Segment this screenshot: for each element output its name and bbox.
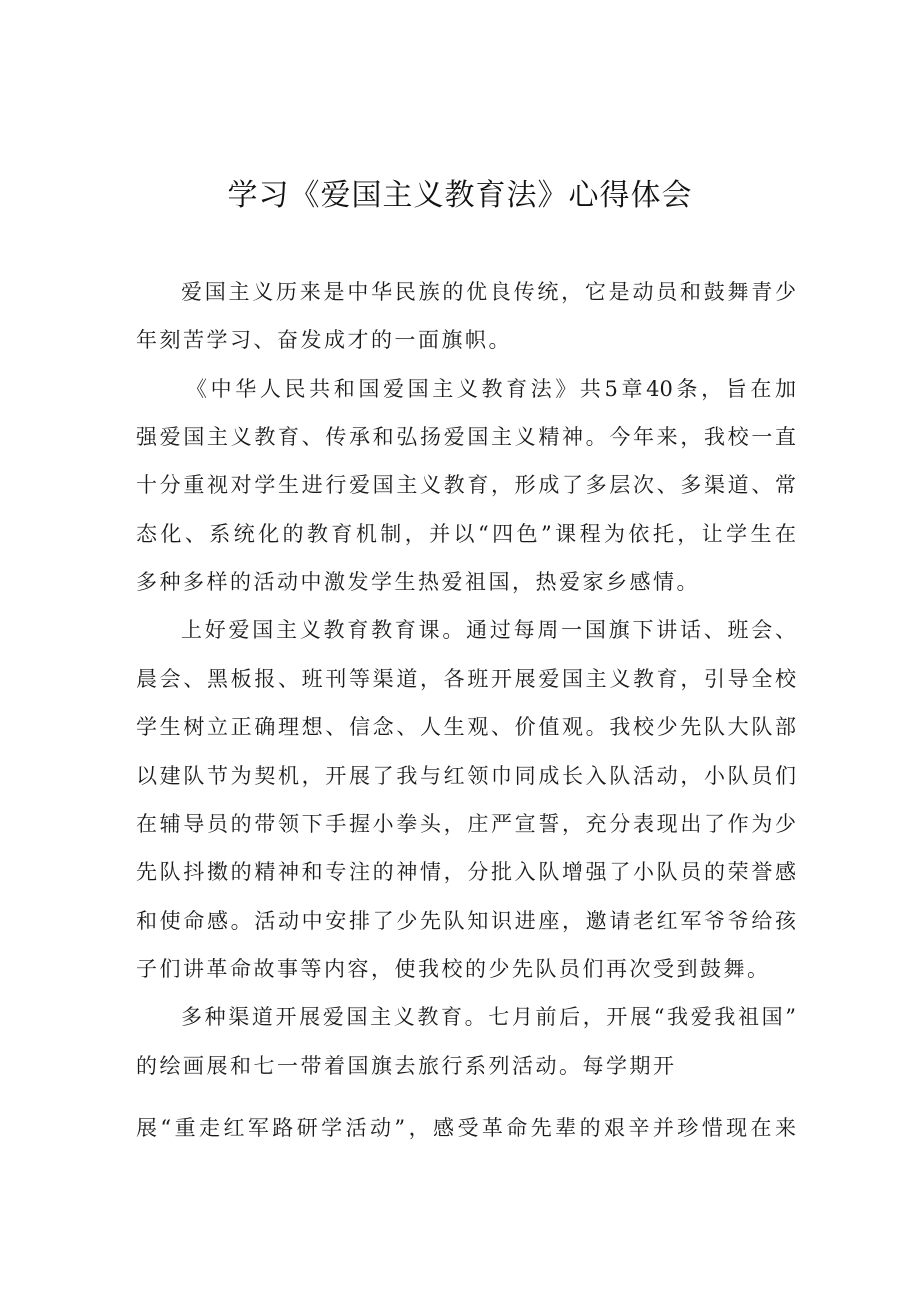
paragraph-3-line-6: 先队抖擞的精神和专注的神情，分批入队增强了小队员的荣誉感: [136, 860, 796, 884]
paragraph-2-line-1: 《中华人民共和国爱国主义教育法》共5章40条，旨在加: [186, 377, 796, 401]
paragraph-3-line-5: 在辅导员的带领下手握小拳头，庄严宣誓，充分表现出了作为少: [136, 812, 796, 836]
paragraph-1-line-1: 爱国主义历来是中华民族的优良传统，它是动员和鼓舞青少: [181, 280, 796, 304]
paragraph-2-line-2: 强爱国主义教育、传承和弘扬爱国主义精神。今年来，我校一直: [136, 425, 796, 449]
paragraph-3-line-1: 上好爱国主义教育教育课。通过每周一国旗下讲话、班会、: [181, 618, 796, 642]
paragraph-3-line-2: 晨会、黑板报、班刊等渠道，各班开展爱国主义教育，引导全校: [136, 667, 796, 691]
paragraph-3-line-4: 以建队节为契机，开展了我与红领巾同成长入队活动，小队员们: [136, 764, 796, 788]
document-title: 学习《爱国主义教育法》心得体会: [227, 178, 693, 213]
paragraph-1-line-2: 年刻苦学习、奋发成才的一面旗帜。: [136, 328, 512, 352]
paragraph-2-line-4: 态化、系统化的教育机制，并以“四色”课程为依托，让学生在: [136, 522, 796, 546]
paragraph-4-line-2: 的绘画展和七一带着国旗去旅行系列活动。每学期开: [136, 1054, 677, 1078]
paragraph-3-line-8: 子们讲革命故事等内容，使我校的少先队员们再次受到鼓舞。: [136, 957, 771, 981]
paragraph-2-line-3: 十分重视对学生进行爱国主义教育，形成了多层次、多渠道、常: [136, 473, 796, 497]
paragraph-2-line-5: 多种多样的活动中激发学生热爱祖国，热爱家乡感情。: [136, 570, 700, 594]
paragraph-3-line-3: 学生树立正确理想、信念、人生观、价值观。我校少先队大队部: [136, 715, 796, 739]
paragraph-5-line-1: 展“重走红军路研学活动”，感受革命先辈的艰辛并珍惜现在来: [136, 1116, 796, 1140]
paragraph-3-line-7: 和使命感。活动中安排了少先队知识进座，邀请老红军爷爷给孩: [136, 909, 796, 933]
paragraph-4-line-1: 多种渠道开展爱国主义教育。七月前后，开展“我爱我祖国”: [181, 1005, 796, 1029]
